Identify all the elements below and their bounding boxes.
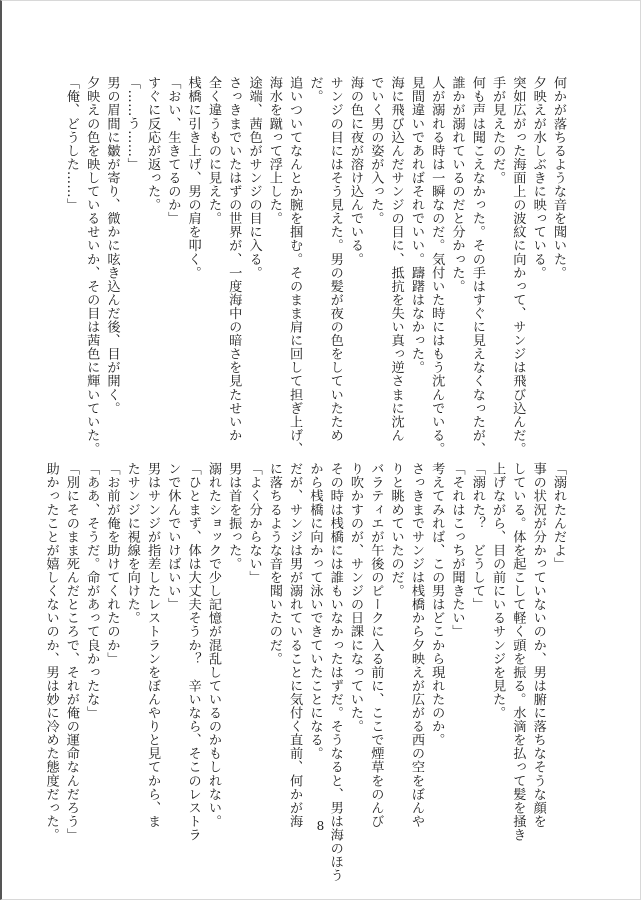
text-line: 考えてみれば、この男はどこから現れたのか。 (429, 462, 445, 747)
text-line: り吹かすのが、サンジの日課になっていた。 (348, 462, 364, 733)
text-line: だが、サンジは男が溺れていることに気付く直前、何かが海 (287, 462, 303, 828)
text-line: から桟橋に向かって泳いできていたことになる。 (307, 462, 323, 761)
text-line: 「それはこっちが聞きたい」 (449, 462, 465, 639)
upper-text-block (61, 76, 568, 456)
text-line: さっきまでサンジは桟橋から夕映えが広がる西の空をぼんや (408, 462, 424, 828)
text-line: 「よく分からない」 (246, 462, 262, 584)
text-line: 「おい、生きてるのか」 (165, 76, 181, 226)
text-line: 見間違いであればそれでいい。躊躇はなかった。 (408, 76, 424, 375)
text-line: 男の眉間に皺が寄り、微かに呟き込んだ後、目が開く。 (104, 76, 120, 415)
text-line: 桟橋に引き上げ、男の肩を叩く。 (185, 76, 201, 280)
text-line: 「ああ、そうだ。命があって良かったな」 (84, 462, 100, 720)
text-line: 溺れたショックで少し記憶が混乱しているのかもしれない。 (205, 462, 221, 828)
text-line: 海に飛び込んだサンジの目に、抵抗を失い真っ逆さまに沈ん (388, 76, 404, 442)
text-line: りと眺めていたのだ。 (388, 462, 404, 598)
page-number: 8 (316, 819, 325, 833)
text-line: たサンジに視線を向けた。 (124, 462, 140, 625)
text-line: 男はサンジが指差したレストランをぼんやりと見てから、ま (145, 462, 161, 828)
text-line: 夕映えの色を映しているせいか、その目は茜色に輝いていた。 (84, 76, 100, 456)
text-line: すぐに反応が返った。 (145, 76, 161, 212)
text-line: バラティエが午後のピークに入る前に、ここで煙草をのんび (368, 462, 384, 828)
text-line: している。体を起こして軽く頭を振る。水滴を払って髪を掻き (510, 462, 526, 842)
text-line: 「俺、どうした……」 (63, 76, 79, 212)
text-line: 全く違うものに見えた。 (205, 76, 221, 226)
text-line: 助かったことが嬉しくないのか、男は妙に冷めた態度だった。 (43, 462, 59, 842)
text-line: 突如広がった海面上の波紋に向かって、サンジは飛び込んだ。 (510, 76, 526, 456)
text-line: 何も声は聞こえなかった。その手はすぐに見えなくなったが、 (469, 76, 485, 456)
text-line: 何かが落ちるような音を聞いた。 (551, 76, 566, 280)
text-line: その時は桟橋には誰もいなかったはずだ。そうなると、男は海のほう (327, 462, 343, 883)
text-line: 上げながら、目の前にいるサンジを見た。 (490, 462, 506, 720)
text-line: サンジの目にはそう見えた。男の髪が夜の色をしていたため (327, 76, 343, 442)
text-line: 「溺れたんだよ」 (551, 462, 566, 571)
text-line: 人が溺れる時は一瞬なのだ。気付いた時にはもう沈んでいる。 (429, 76, 445, 456)
text-line: さっきまでいたはずの世界が、一度海中の暗さを見たせいか (226, 76, 242, 442)
text-line: 事の状況が分かっていないのか、男は腑に落ちなそうな顔を (530, 462, 546, 828)
text-line: 男は首を振った。 (226, 462, 242, 571)
text-line: 「別にそのまま死んだところで、それが俺の運命なんだろう」 (63, 462, 79, 842)
text-line: に落ちるような音を聞いたのだ。 (266, 462, 282, 666)
text-line: 夕映えが水しぶきに映っている。 (530, 76, 546, 280)
text-line: 「……う……」 (124, 76, 140, 171)
text-line: 「ひとまず、体は大丈夫そうか？ 辛いなら、そこのレストラ (185, 462, 201, 842)
text-line: 「溺れた？ どうして」 (469, 462, 485, 612)
text-line: でいく男の姿が入った。 (368, 76, 384, 226)
text-line: 途端、茜色がサンジの目に入る。 (246, 76, 262, 280)
text-line: 海の色に夜が溶け込んでいる。 (348, 76, 364, 266)
text-line: 海水を蹴って浮上した。 (266, 76, 282, 226)
lower-text-block (40, 462, 568, 883)
text-line: 「お前が俺を助けてくれたのか」 (104, 462, 120, 666)
text-line: ンで休んでいけばいい」 (165, 462, 181, 612)
text-line: 追いついてなんとか腕を掴む。そのまま肩に回して担ぎ上げ、 (287, 76, 303, 456)
text-line: 誰かが溺れているのだと分かった。 (449, 76, 465, 293)
text-line: だ。 (307, 76, 323, 104)
text-line: 手が見えたのだ。 (490, 76, 506, 185)
